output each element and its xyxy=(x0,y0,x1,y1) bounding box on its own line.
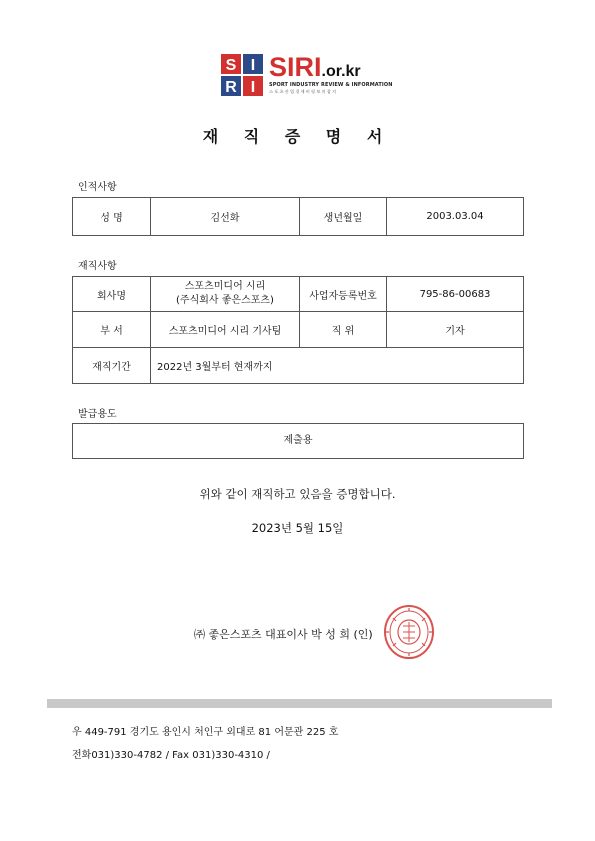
personal-info-table xyxy=(72,197,524,236)
issue-date: 2023년 5월 15일 xyxy=(251,521,344,535)
name-label: 성 명 xyxy=(73,198,151,236)
purpose-value: 제출용 xyxy=(72,423,524,459)
department-value: 스포츠미디어 시리 기사팀 xyxy=(151,312,300,348)
personal-section-label: 인적사항 xyxy=(78,182,117,193)
birth-label: 생년월일 xyxy=(300,198,387,236)
logo-tagline-ko: 스포츠산업경제비평보의잡지 xyxy=(269,89,338,94)
siri-logo-mark-icon xyxy=(221,54,263,96)
employment-info-table xyxy=(72,276,524,384)
footer-divider xyxy=(47,699,552,708)
birth-value: 2003.03.04 xyxy=(387,198,524,236)
footer-address: 우 449-791 경기도 용인시 처인구 외대로 81 어문관 225 호 xyxy=(72,727,339,738)
svg-text:S: S xyxy=(225,57,237,74)
company-label: 회사명 xyxy=(73,277,151,312)
siri-logo xyxy=(221,52,393,98)
registration-value: 795-86-00683 xyxy=(387,277,524,312)
period-label: 재직기간 xyxy=(73,348,151,384)
table-row xyxy=(73,312,524,348)
company-value xyxy=(151,277,300,312)
employment-section-label: 재직사항 xyxy=(78,261,117,272)
logo-tagline-en: SPORT INDUSTRY REVIEW & INFORMATION xyxy=(269,82,393,88)
position-label: 직 위 xyxy=(300,312,387,348)
table-row xyxy=(73,198,524,236)
period-value: 2022년 3월부터 현재까지 xyxy=(151,348,524,384)
svg-text:R: R xyxy=(225,79,237,96)
svg-text:I: I xyxy=(250,79,256,96)
position-value: 기자 xyxy=(387,312,524,348)
table-row xyxy=(73,277,524,312)
department-label: 부 서 xyxy=(73,312,151,348)
logo-brand-text: SIRI xyxy=(269,52,322,82)
document-title: 재 직 증 명 서 xyxy=(202,127,393,146)
company-seal-icon xyxy=(383,604,435,660)
company-name-line1: 스포츠미디어 시리 xyxy=(184,281,266,292)
purpose-section-label: 발급용도 xyxy=(78,409,117,420)
svg-text:I: I xyxy=(250,57,256,74)
name-value: 김선화 xyxy=(151,198,300,236)
table-row xyxy=(73,348,524,384)
company-name-line2: (주식회사 좋은스포츠) xyxy=(176,295,274,306)
signer-line: ㈜ 좋은스포츠 대표이사 박 성 희 (인) xyxy=(194,628,373,641)
footer-contact: 전화031)330-4782 / Fax 031)330-4310 / xyxy=(72,750,270,761)
certification-statement: 위와 같이 재직하고 있음을 증명합니다. xyxy=(199,487,396,501)
logo-domain: .or.kr xyxy=(321,63,361,80)
registration-label: 사업자등록번호 xyxy=(300,277,387,312)
